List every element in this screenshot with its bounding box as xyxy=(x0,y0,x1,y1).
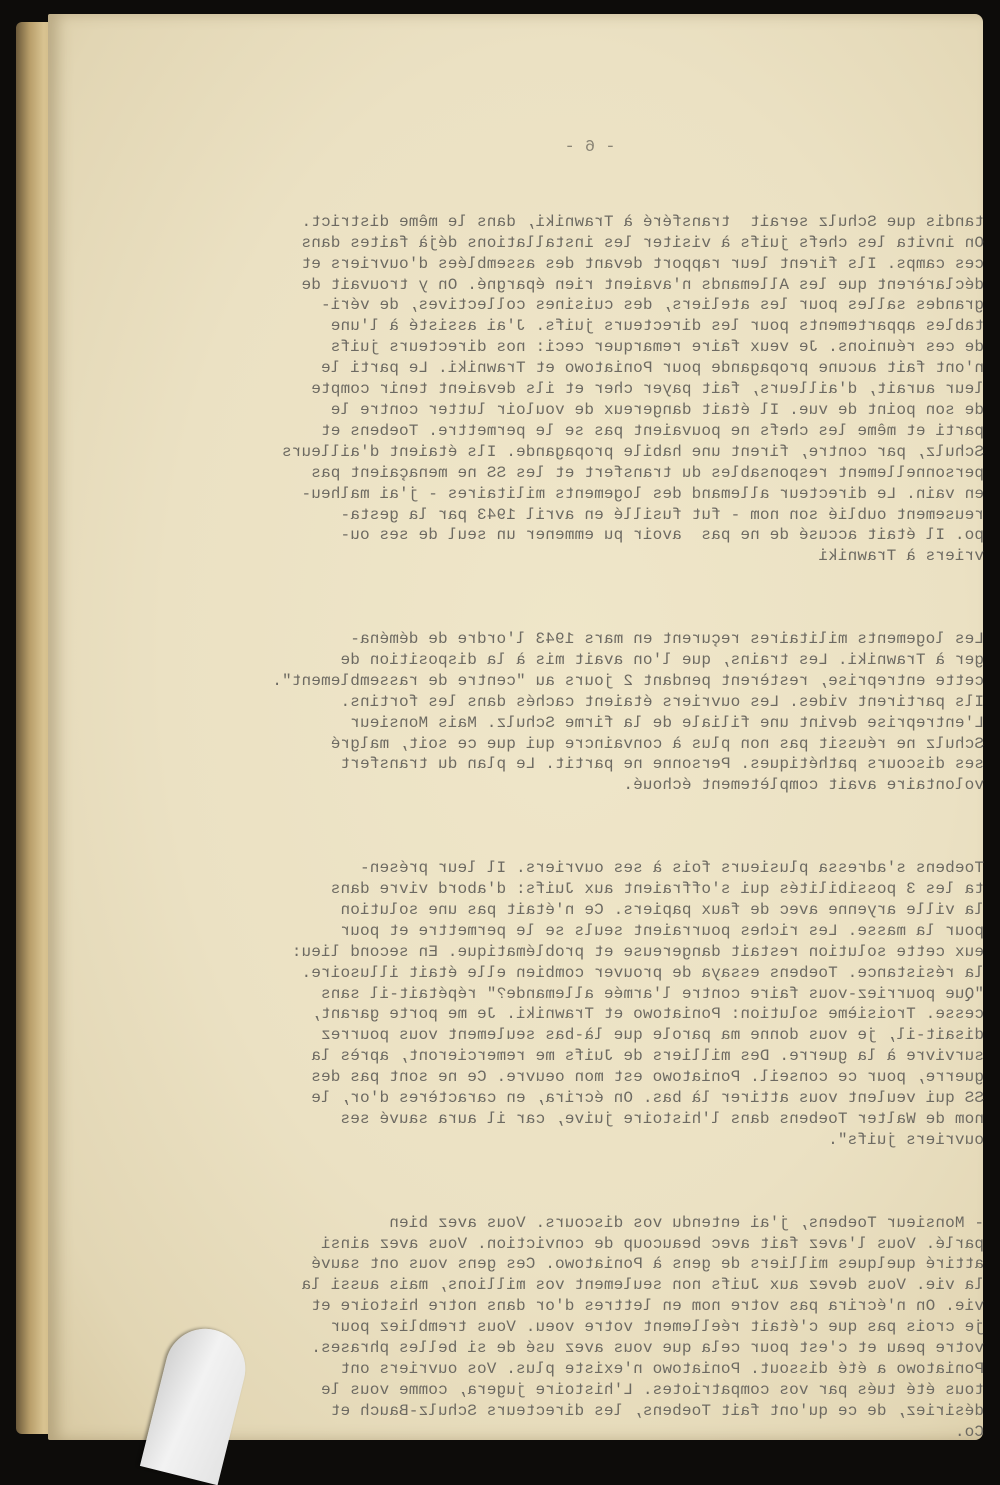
paragraph-1: tandis que Schulz serait transféré à Trawniki, dans le même district. On invita les chefs juifs à visiter les installations déjà faites dans ces camps. Ils firent leur rapport devant des assemblées d'ouvriers et déclarèrent que les Allemands n'avaient rien épargné. On y trouvait de grandes salles pour les ateliers, des cuisines collectives, de véri- tables appartements pour les directeurs juifs. J'ai assisté à l'une de ces réunions. Je veux faire remarquer ceci: nos directeurs juifs n'ont fait aucune propagande pour Poniatowo et Trawniki. Le parti le leur aurait, d'ailleurs, fait payer cher et ils devaient tenir compte de son point de vue. Il était dangereux de vouloir lutter contre le parti et même les chefs ne pouvaient pas se le permettre. Toebens et Schulz, par contre, firent une habile propagande. Ils étaient d'ailleurs personnellement responsables du transfert et les SS ne menaçaient pas en vain. Le directeur allemand des logements militaires - j'ai malheu- reusement oublié son nom - fut fusillé en avril 1943 par la gesta- po. Il était accusé de ne pas avoir pu emmener un seul de ses ou- vriers à Trawniki xyxy=(281,212,984,566)
page-number: - 6 - xyxy=(564,138,616,157)
mirrored-bleed-through-text xyxy=(92,170,984,1441)
paragraph-4: - Monsieur Toebens, j'ai entendu vos discours. Vous avez bien parlé. Vous l'avez fait avec beaucoup de conviction. Vous avez ainsi attiré quelques milliers de gens à Poniatowo. Ces gens vous ont sauvé la vie. Vous devez aux Juifs non seulement vos millions, mais aussi la vie. On n'écrira pas votre nom en lettres d'or dans notre histoire et je crois pas que c'était réellement votre voeu. Vous trembliez pour votre peau et c'est pour cela que vous avez usé de si belles phrases. Poniatowo a été dissout. Poniatowo n'existe plus. Vos ouvriers ont tous été tués par vos compatriotes. L'histoire jugera, comme vous le désiriez, de ce qu'ont fait Toebens, les directeurs Schulz-Bauch et Co. xyxy=(301,1213,984,1441)
paragraph-2: Les logements militaires reçurent en mars 1943 l'ordre de déména- ger à Trawniki. Les trains, que l'on avait mis à la disposition de cette entreprise, restèrent pendant 2 jours au "centre de rassemblement". Ils partirent vides. Les ouvriers étaient cachés dans les fortins. L'entreprise devint une filiale de la firme Schulz. Mais Monsieur Schulz ne réussit pas non plus à convaincre qui que ce soit, malgré ses discours pathétiques. Personne ne partit. Le plan du transfert volontaire avait complètement échoué. xyxy=(272,630,984,795)
paragraph-3: Toebens s'adressa plusieurs fois à ses ouvriers. Il leur présen- ta les 3 possibilités qui s'offraient aux Juifs: d'abord vivre dans la ville aryenne avec de faux papiers. Ce n'était pas une solution pour la masse. Les riches pourraient seuls se le permettre et pour eux cette solution restait dangereuse et problématique. En second lieu: la résistance. Toebens essaya de prouver combien elle était illusoire. "Que pourriez-vous faire contre l'armée allemande?" répétait-il sans cesse. Troisième solution: Poniatowo et Trawniki. Je me porte garant, disait-il, je vous donne ma parole que là-bas seulement vous pourrez survivre à la guerre. Des milliers de Juifs me remercieront, après la guerre, pour ce conseil. Poniatowo est mon oeuvre. Ce ne sont pas des SS qui veulent vous attirer là bas. On écrira, en caractères d'or, le nom de Walter Toebens dans l'histoire juive, car il aura sauvé ses ouvriers juifs". xyxy=(291,859,984,1149)
